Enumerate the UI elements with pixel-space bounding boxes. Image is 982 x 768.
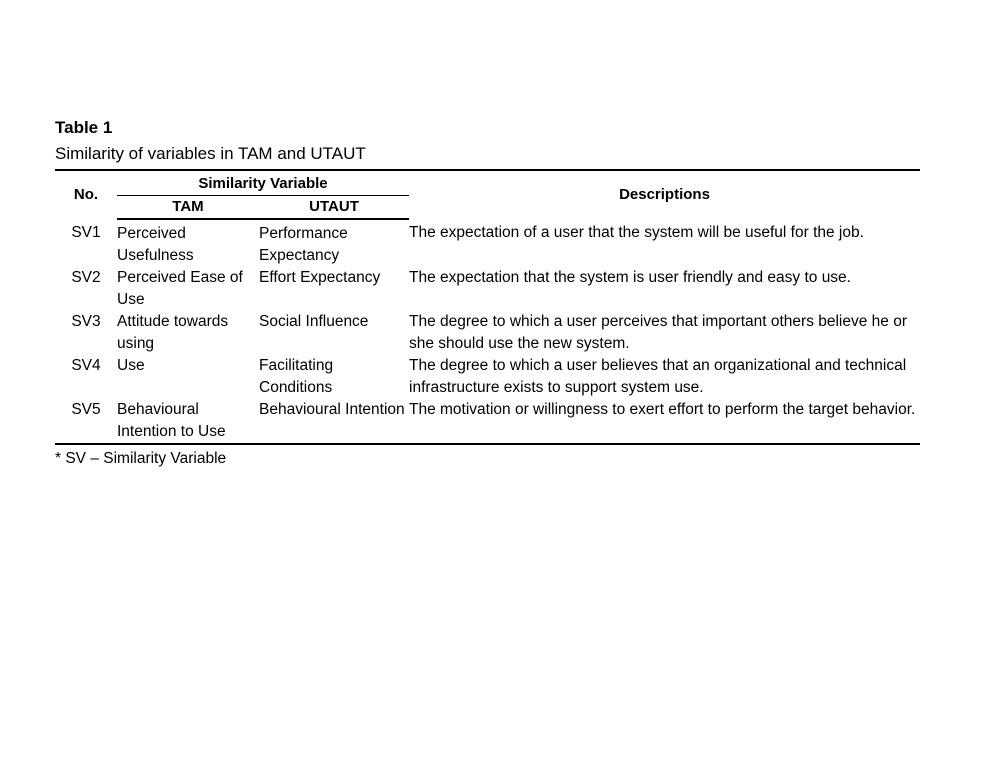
cell-utaut: Behavioural Intention — [259, 401, 405, 418]
cell-description: The expectation that the system is user friendly and easy to use. — [409, 269, 851, 286]
cell-no: SV1 — [71, 224, 101, 241]
table-row — [55, 399, 920, 444]
cell-utaut: Effort Expectancy — [259, 269, 381, 286]
table-row — [55, 219, 920, 267]
cell-tam: Behavioural Intention to Use — [117, 401, 226, 440]
header-descriptions: Descriptions — [619, 186, 710, 203]
cell-utaut: Performance Expectancy — [259, 225, 348, 264]
cell-description: The expectation of a user that the system will be useful for the job. — [409, 224, 864, 241]
header-tam: TAM — [117, 196, 259, 219]
cell-utaut: Facilitating Conditions — [259, 357, 334, 396]
cell-no: SV5 — [71, 401, 101, 418]
cell-description: The motivation or willingness to exert effort to perform the target behavior. — [409, 401, 916, 418]
cell-tam: Perceived Ease of Use — [117, 269, 243, 308]
cell-no: SV4 — [71, 357, 101, 374]
cell-description: The degree to which a user believes that an organizational and technical infrastructure exists to support system use. — [409, 357, 907, 396]
table-footnote: * SV – Similarity Variable — [55, 450, 227, 467]
header-no: No. — [73, 186, 99, 203]
document-page — [55, 117, 920, 470]
table-row — [55, 267, 920, 311]
cell-no: SV2 — [71, 269, 101, 286]
table-caption: Similarity of variables in TAM and UTAUT — [55, 144, 366, 163]
cell-tam: Use — [117, 357, 145, 374]
similarity-table — [55, 169, 920, 445]
table-row — [55, 355, 920, 399]
cell-utaut: Social Influence — [259, 313, 369, 330]
table-label: Table 1 — [55, 118, 113, 137]
header-utaut: UTAUT — [259, 196, 409, 219]
cell-tam: Attitude towards using — [117, 313, 229, 352]
cell-tam: Perceived Usefulness — [117, 225, 194, 264]
header-similarity-variable-label: Similarity Variable — [117, 173, 409, 196]
cell-no: SV3 — [71, 313, 101, 330]
cell-description: The degree to which a user perceives that important others believe he or she should use the new system. — [409, 313, 907, 352]
header-similarity-variable — [117, 170, 409, 196]
table-row — [55, 311, 920, 355]
